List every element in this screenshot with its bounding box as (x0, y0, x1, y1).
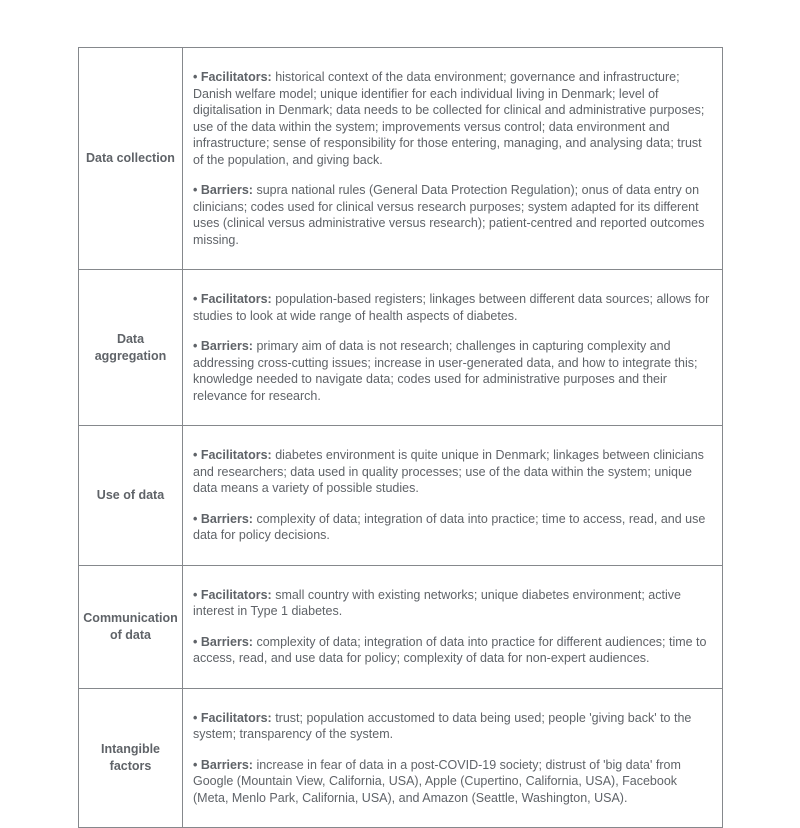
category-cell: Data collection (79, 48, 183, 269)
facilitators-label: • Facilitators: (193, 587, 272, 602)
content-cell (183, 270, 722, 425)
content-cell (183, 566, 722, 688)
barriers-paragraph (193, 634, 712, 667)
content-cell (183, 48, 722, 269)
content-cell (183, 426, 722, 565)
facilitators-label: • Facilitators: (193, 710, 272, 725)
facilitators-text: historical context of the data environment; governance and infrastructure; Danish welfare model; unique identifier for each individual living in Denmark; level of digitalisation in Denmark; data needs to be collected for clinical and administrative purposes; use of the data within the system; improvements versus control; data environment and infrastructure; sense of responsibility for those entering, managing, and analysing data; trust of the population, and giving back. (193, 70, 705, 167)
barriers-paragraph (193, 182, 712, 248)
content-cell (183, 689, 722, 828)
barriers-paragraph (193, 757, 712, 807)
barriers-text: complexity of data; integration of data into practice for different audiences; time to access, read, and use data for policy; complexity of data for non-expert audiences. (193, 634, 707, 665)
category-cell: Communication of data (79, 566, 183, 688)
table-row (79, 426, 722, 566)
category-cell: Intangible factors (79, 689, 183, 828)
barriers-label: • Barriers: (193, 339, 253, 353)
table-row (79, 566, 722, 689)
facilitators-paragraph (193, 447, 712, 497)
barriers-text: increase in fear of data in a post-COVID-19 society; distrust of 'big data' from Google (Mountain View, California, USA), Apple (Cupertino, California, USA), Facebook (Meta, Menlo Park, California, USA), and Amazon (Seattle, Washington, USA). (193, 757, 681, 805)
facilitators-paragraph (193, 291, 712, 324)
category-cell: Data aggregation (79, 270, 183, 425)
table-row (79, 689, 722, 828)
facilitators-paragraph (193, 710, 712, 743)
barriers-text: primary aim of data is not research; challenges in capturing complexity and addressing cross-cutting issues; increase in user-generated data, and how to integrate this; knowledge needed to navigate data; codes used for administrative purposes and their relevance for research. (193, 339, 698, 403)
barriers-label: • Barriers: (193, 634, 253, 649)
category-cell: Use of data (79, 426, 183, 565)
facilitators-barriers-table (78, 47, 723, 828)
facilitators-text: population-based registers; linkages between different data sources; allows for studies to look at wide range of health aspects of diabetes. (193, 292, 710, 323)
facilitators-label: • Facilitators: (193, 70, 272, 84)
barriers-label: • Barriers: (193, 511, 253, 526)
table-row (79, 48, 722, 270)
table-row (79, 270, 722, 426)
facilitators-text: small country with existing networks; unique diabetes environment; active interest in Type 1 diabetes. (193, 587, 681, 618)
facilitators-label: • Facilitators: (193, 292, 272, 306)
barriers-label: • Barriers: (193, 757, 253, 772)
facilitators-paragraph (193, 69, 712, 168)
facilitators-text: diabetes environment is quite unique in Denmark; linkages between clinicians and researchers; data used in quality processes; use of the data within the system; unique data means a variety of possible studies. (193, 448, 704, 495)
barriers-paragraph (193, 511, 712, 544)
facilitators-label: • Facilitators: (193, 448, 272, 462)
barriers-text: complexity of data; integration of data into practice; time to access, read, and use data for policy decisions. (193, 511, 706, 542)
facilitators-paragraph (193, 587, 712, 620)
barriers-text: supra national rules (General Data Protection Regulation); onus of data entry on clinicians; codes used for clinical versus research purposes; system adapted for its different uses (clinical versus administrative versus research); patient-centred and reported outcomes missing. (193, 183, 705, 247)
barriers-label: • Barriers: (193, 183, 253, 197)
barriers-paragraph (193, 338, 712, 404)
facilitators-text: trust; population accustomed to data being used; people 'giving back' to the system; transparency of the system. (193, 710, 692, 741)
